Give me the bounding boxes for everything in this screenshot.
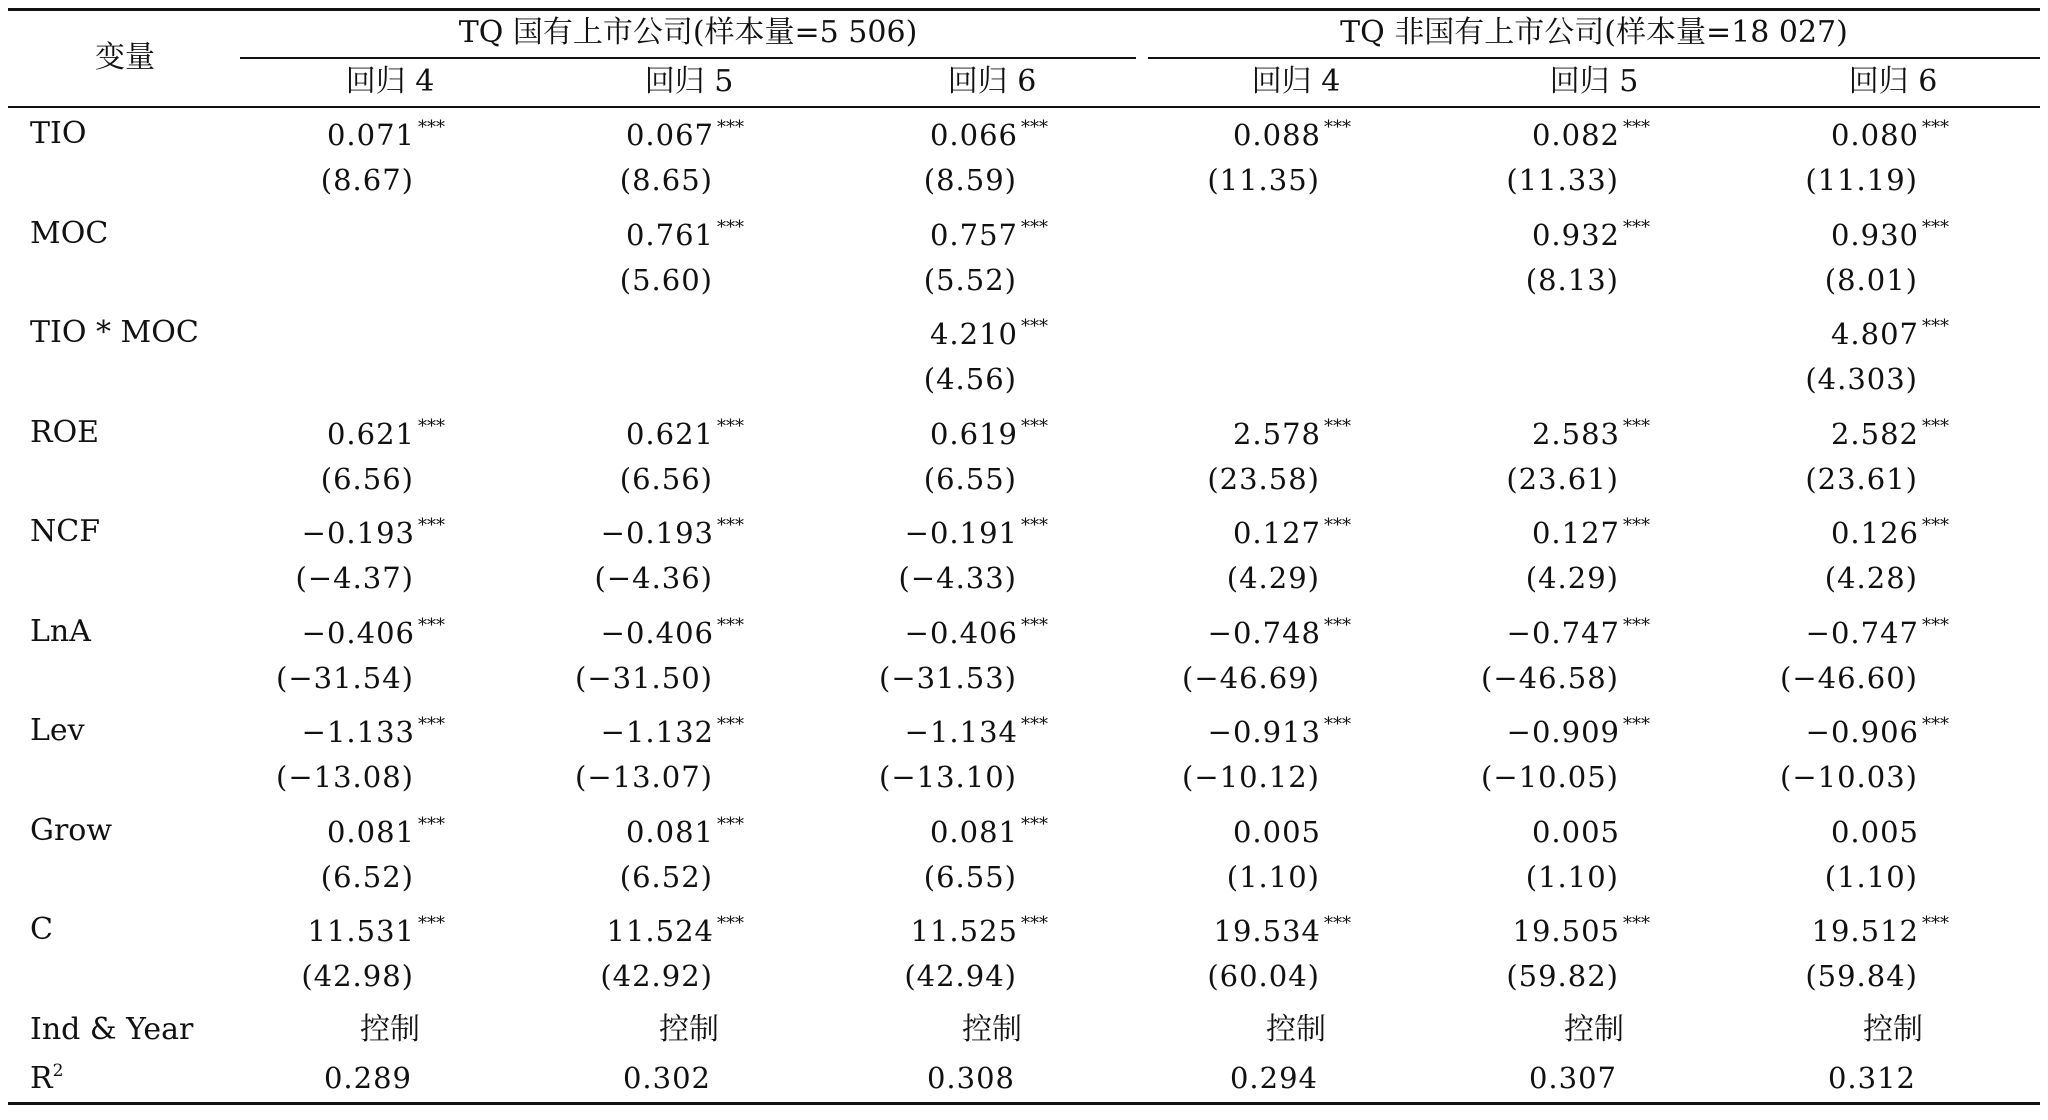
significance-stars: *** [1324, 714, 1351, 735]
coefficient-value: 19.512 [1811, 914, 1919, 948]
coefficient-value: −0.406 [904, 615, 1018, 650]
t-statistic-cell: (42.92) [600, 959, 713, 993]
significance-stars: *** [1623, 614, 1650, 636]
t-statistic-cell: (4.303) [1805, 362, 1918, 396]
t-statistic-cell: (−46.60) [1780, 660, 1918, 695]
column-header: 回归 5 [644, 64, 734, 99]
coefficient-cell [929, 316, 1057, 351]
t-statistic-cell: (11.19) [1805, 163, 1918, 197]
coefficient-cell [600, 714, 753, 749]
controls-cell: 控制 [659, 1012, 719, 1047]
t-statistic-cell: (−13.07) [575, 760, 713, 794]
coefficient-cell [1232, 415, 1360, 451]
t-statistic-cell: (5.60) [619, 262, 713, 297]
coefficient-cell [929, 117, 1057, 152]
coefficient-cell [625, 117, 753, 152]
coefficient-value: 4.210 [929, 317, 1018, 351]
corner-label: 变量 [95, 40, 155, 75]
column-header: 回归 6 [947, 64, 1037, 99]
significance-stars: *** [418, 714, 445, 735]
coefficient-value: −1.132 [600, 715, 714, 749]
t-statistic-cell: (11.35) [1207, 163, 1320, 197]
coefficient-value: −0.406 [301, 615, 415, 650]
t-statistic-cell: (1.10) [1226, 859, 1320, 894]
coefficient-value: 0.761 [625, 217, 714, 252]
significance-stars: *** [717, 813, 744, 835]
coefficient-cell [625, 216, 753, 252]
coefficient-value: −1.133 [301, 715, 415, 749]
t-statistic-cell: (−13.10) [879, 760, 1017, 794]
coefficient-cell [1232, 117, 1360, 152]
coefficient-value: −0.913 [1207, 715, 1321, 749]
variable-name: MOC [30, 215, 109, 251]
coefficient-value: 0.005 [1531, 814, 1620, 849]
coefficient-value: −0.193 [600, 516, 714, 550]
coefficient-value: 0.080 [1830, 118, 1919, 152]
coefficient-value: −0.906 [1805, 715, 1919, 749]
significance-stars: *** [418, 415, 445, 437]
coefficient-value: 0.621 [326, 416, 415, 451]
coefficient-value: 19.534 [1213, 914, 1321, 948]
t-statistic-cell: (4.28) [1824, 561, 1918, 595]
significance-stars: *** [717, 415, 744, 437]
coefficient-cell [625, 813, 753, 849]
variable-name: Grow [30, 812, 113, 848]
top-rule [8, 8, 2040, 11]
variable-name: C [30, 912, 53, 947]
t-statistic-cell: (6.56) [320, 461, 414, 496]
coefficient-cell [1213, 913, 1360, 948]
significance-stars: *** [717, 614, 744, 636]
coefficient-cell [929, 216, 1057, 252]
t-statistic-cell: (23.61) [1805, 461, 1918, 496]
coefficient-cell [326, 117, 454, 152]
coefficient-cell [904, 515, 1057, 550]
t-statistic-cell: (−31.50) [575, 660, 713, 695]
t-statistic-cell: (8.01) [1824, 262, 1918, 297]
t-statistic-cell: (−4.33) [898, 561, 1017, 595]
coefficient-value: 0.127 [1531, 516, 1620, 550]
t-statistic-cell: (−31.53) [879, 660, 1017, 695]
variable-name: TIO * MOC [30, 315, 199, 350]
significance-stars: *** [1623, 415, 1650, 437]
significance-stars: *** [1922, 614, 1949, 636]
coefficient-cell [1531, 216, 1659, 252]
controls-cell: 控制 [1863, 1012, 1923, 1047]
significance-stars: *** [1922, 216, 1949, 238]
coefficient-cell [625, 415, 753, 451]
coefficient-value: 2.582 [1830, 416, 1919, 451]
coefficient-cell [1232, 814, 1360, 849]
coefficient-cell [600, 614, 753, 650]
significance-stars: *** [1021, 614, 1048, 636]
coefficient-value: 11.525 [910, 914, 1018, 948]
group-header-state-owned: TQ 国有上市公司(样本量=5 506) [458, 15, 918, 50]
coefficient-cell [1805, 614, 1958, 650]
coefficient-value: 4.807 [1830, 317, 1919, 351]
t-statistic-cell: (23.61) [1506, 461, 1619, 496]
significance-stars: *** [1922, 714, 1949, 735]
variable-name: ROE [30, 414, 100, 450]
t-statistic-cell: (−4.36) [594, 561, 713, 595]
t-statistic-cell: (4.56) [923, 362, 1017, 396]
t-statistic-cell: (1.10) [1824, 859, 1918, 894]
significance-stars: *** [1922, 415, 1949, 437]
coefficient-value: 0.127 [1232, 516, 1321, 550]
coefficient-cell [1805, 714, 1958, 749]
coefficient-value: 0.088 [1232, 118, 1321, 152]
coefficient-cell [929, 813, 1057, 849]
controls-cell: 控制 [962, 1012, 1022, 1047]
significance-stars: *** [1324, 614, 1351, 636]
coefficient-cell [1830, 117, 1958, 152]
coefficient-value: 0.071 [326, 118, 415, 152]
coefficient-cell [1830, 814, 1958, 849]
significance-stars: *** [717, 515, 744, 536]
coefficient-value: 0.067 [625, 118, 714, 152]
coefficient-value: 0.005 [1232, 814, 1321, 849]
significance-stars: *** [1021, 216, 1048, 238]
variable-name: NCF [30, 514, 101, 549]
coefficient-cell [307, 913, 454, 948]
coefficient-value: 11.524 [606, 914, 714, 948]
significance-stars: *** [1324, 913, 1351, 934]
t-statistic-cell: (8.59) [923, 163, 1017, 197]
t-statistic-cell: (8.13) [1525, 262, 1619, 297]
coefficient-cell [904, 614, 1057, 650]
t-statistic-cell: (4.29) [1525, 561, 1619, 595]
coefficient-cell [1506, 714, 1659, 749]
significance-stars: *** [1021, 117, 1048, 138]
coefficient-cell [600, 515, 753, 550]
coefficient-cell [1506, 614, 1659, 650]
t-statistic-cell: (42.94) [904, 959, 1017, 993]
significance-stars: *** [1324, 515, 1351, 536]
coefficient-value: −1.134 [904, 715, 1018, 749]
r-squared-cell: 0.312 [1827, 1061, 1916, 1095]
significance-stars: *** [717, 714, 744, 735]
coefficient-cell [1531, 814, 1659, 849]
t-statistic-cell: (8.67) [320, 163, 414, 197]
coefficient-value: 0.126 [1830, 516, 1919, 550]
significance-stars: *** [717, 216, 744, 238]
coefficient-value: 19.505 [1512, 914, 1620, 948]
t-statistic-cell: (59.82) [1506, 959, 1619, 993]
t-statistic-cell: (8.65) [619, 163, 713, 197]
coefficient-cell [1531, 415, 1659, 451]
coefficient-value: 0.619 [929, 416, 1018, 451]
r-squared-cell: 0.308 [926, 1061, 1015, 1095]
r-squared-text: R [30, 1061, 53, 1096]
significance-stars: *** [1922, 913, 1949, 934]
column-header: 回归 6 [1848, 64, 1938, 99]
coefficient-cell [1232, 515, 1360, 550]
controls-cell: 控制 [1564, 1012, 1624, 1047]
controls-cell: 控制 [1266, 1012, 1326, 1047]
significance-stars: *** [1623, 913, 1650, 934]
significance-stars: *** [418, 813, 445, 835]
significance-stars: *** [1021, 316, 1048, 337]
significance-stars: *** [1623, 515, 1650, 536]
significance-stars: *** [418, 117, 445, 138]
r-squared-cell: 0.289 [323, 1061, 412, 1095]
significance-stars: *** [717, 117, 744, 138]
coefficient-value: −0.747 [1506, 615, 1620, 650]
coefficient-cell [326, 813, 454, 849]
coefficient-value: −0.193 [301, 516, 415, 550]
significance-stars: *** [418, 614, 445, 636]
variable-name: LnA [30, 613, 91, 649]
controls-label: Ind & Year [30, 1012, 194, 1047]
coefficient-value: 0.932 [1531, 217, 1620, 252]
coefficient-value: −0.909 [1506, 715, 1620, 749]
group-rule-right [1148, 57, 2040, 59]
coefficient-value: 0.930 [1830, 217, 1919, 252]
coefficient-cell [1830, 415, 1958, 451]
coefficient-cell [1207, 714, 1360, 749]
r-squared-label [30, 1061, 64, 1096]
coefficient-cell [1830, 216, 1958, 252]
coefficient-cell [904, 714, 1057, 749]
coefficient-cell [1531, 515, 1659, 550]
coefficient-cell [1531, 117, 1659, 152]
t-statistic-cell: (60.04) [1207, 959, 1320, 993]
coefficient-cell [1207, 614, 1360, 650]
t-statistic-cell: (6.55) [923, 461, 1017, 496]
coefficient-cell [1811, 913, 1958, 948]
significance-stars: *** [1623, 714, 1650, 735]
coefficient-value: 11.531 [307, 914, 415, 948]
coefficient-value: 0.081 [326, 814, 415, 849]
group-header-non-state-owned: TQ 非国有上市公司(样本量=18 027) [1340, 15, 1848, 50]
t-statistic-cell: (1.10) [1525, 859, 1619, 894]
column-header: 回归 4 [1251, 64, 1341, 99]
t-statistic-cell: (6.56) [619, 461, 713, 496]
bottom-rule [8, 1102, 2040, 1105]
t-statistic-cell: (−46.69) [1182, 660, 1320, 695]
coefficient-value: −0.747 [1805, 615, 1919, 650]
significance-stars: *** [1021, 714, 1048, 735]
coefficient-value: 2.583 [1531, 416, 1620, 451]
t-statistic-cell: (6.52) [320, 859, 414, 894]
coefficient-value: −0.748 [1207, 615, 1321, 650]
significance-stars: *** [1324, 117, 1351, 138]
coefficient-value: 0.757 [929, 217, 1018, 252]
t-statistic-cell: (11.33) [1506, 163, 1619, 197]
significance-stars: *** [1623, 216, 1650, 238]
t-statistic-cell: (6.52) [619, 859, 713, 894]
significance-stars: *** [1922, 117, 1949, 138]
variable-name: Lev [30, 713, 85, 748]
coefficient-value: 0.081 [929, 814, 1018, 849]
t-statistic-cell: (−13.08) [276, 760, 414, 794]
coefficient-cell [910, 913, 1057, 948]
t-statistic-cell: (4.29) [1226, 561, 1320, 595]
column-header: 回归 4 [345, 64, 435, 99]
r-squared-cell: 0.294 [1229, 1061, 1318, 1095]
r-squared-cell: 0.307 [1528, 1061, 1617, 1095]
coefficient-cell [606, 913, 753, 948]
coefficient-cell [1512, 913, 1659, 948]
t-statistic-cell: (−4.37) [295, 561, 414, 595]
coefficient-cell [301, 515, 454, 550]
coefficient-cell [1830, 316, 1958, 351]
coefficient-cell [301, 614, 454, 650]
controls-cell: 控制 [360, 1012, 420, 1047]
coefficient-value: 0.082 [1531, 118, 1620, 152]
coefficient-cell [301, 714, 454, 749]
coefficient-value: 0.621 [625, 416, 714, 451]
coefficient-cell [1830, 515, 1958, 550]
coefficient-value: 2.578 [1232, 416, 1321, 451]
t-statistic-cell: (23.58) [1207, 461, 1320, 496]
significance-stars: *** [1021, 515, 1048, 536]
coefficient-value: −0.191 [904, 516, 1018, 550]
group-rule-left [240, 57, 1136, 59]
significance-stars: *** [418, 913, 445, 934]
r-squared-superscript: 2 [52, 1061, 64, 1081]
t-statistic-cell: (−31.54) [276, 660, 414, 695]
significance-stars: *** [1623, 117, 1650, 138]
significance-stars: *** [418, 515, 445, 536]
coefficient-value: −0.406 [600, 615, 714, 650]
t-statistic-cell: (−46.58) [1481, 660, 1619, 695]
significance-stars: *** [1021, 813, 1048, 835]
coefficient-value: 0.005 [1830, 814, 1919, 849]
significance-stars: *** [1324, 415, 1351, 437]
significance-stars: *** [1922, 316, 1949, 337]
t-statistic-cell: (42.98) [301, 959, 414, 993]
significance-stars: *** [1021, 913, 1048, 934]
significance-stars: *** [1021, 415, 1048, 437]
significance-stars: *** [717, 913, 744, 934]
t-statistic-cell: (−10.12) [1182, 760, 1320, 794]
coefficient-value: 0.066 [929, 118, 1018, 152]
coefficient-cell [929, 415, 1057, 451]
r-squared-cell: 0.302 [622, 1061, 711, 1095]
column-header: 回归 5 [1549, 64, 1639, 99]
t-statistic-cell: (−10.03) [1780, 760, 1918, 794]
t-statistic-cell: (5.52) [923, 262, 1017, 297]
coefficient-cell [326, 415, 454, 451]
variable-name: TIO [30, 116, 87, 151]
header-bottom-rule [8, 106, 2040, 108]
coefficient-value: 0.081 [625, 814, 714, 849]
significance-stars: *** [1922, 515, 1949, 536]
t-statistic-cell: (−10.05) [1481, 760, 1619, 794]
t-statistic-cell: (6.55) [923, 859, 1017, 894]
t-statistic-cell: (59.84) [1805, 959, 1918, 993]
